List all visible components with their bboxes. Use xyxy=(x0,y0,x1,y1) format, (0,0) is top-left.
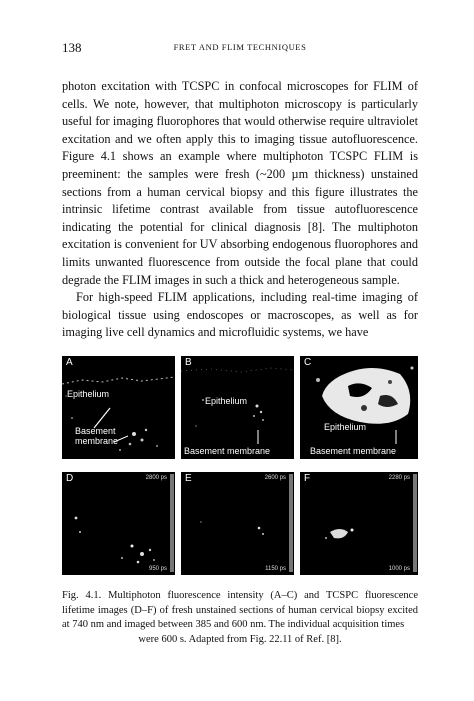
panel-label: Basement xyxy=(75,426,116,436)
body-text xyxy=(62,78,418,342)
panel-letter: B xyxy=(185,357,192,368)
panel-label: Basement membrane xyxy=(310,446,397,456)
lifetime-scale-min: 1000 ps xyxy=(388,566,410,572)
panel-letter: F xyxy=(304,473,311,484)
panel-b-intensity-image xyxy=(181,356,294,459)
lifetime-scale-min: 1150 ps xyxy=(265,566,286,572)
panel-c-intensity-image xyxy=(300,356,418,459)
panel-e-lifetime-image xyxy=(181,472,294,575)
panel-label: Epithelium xyxy=(67,389,110,399)
figure-caption xyxy=(62,589,418,647)
panel-f-lifetime-image xyxy=(300,472,418,575)
figure-4-1 xyxy=(62,356,418,575)
panel-d-lifetime-image xyxy=(62,472,175,575)
paragraph: For high-speed FLIM applications, including real-time imaging of biological tissue using endoscopes or macroscopes, as well as for imaging live cell dynamics and microfluidic systems, we have xyxy=(62,290,418,340)
caption-text: Fig. 4.1. Multiphoton fluorescence intensity (A–C) and TCSPC fluorescence lifetime images (D–F) of fresh unstained sections of human cervical biopsy excited at 740 nm and imaged between 385 and 600 nm. The individual acquisition times xyxy=(62,590,418,630)
panel-e-texture xyxy=(181,472,294,575)
page-header xyxy=(62,40,418,56)
panel-c-texture xyxy=(300,356,418,459)
panel-b-texture xyxy=(181,356,294,459)
panel-label: Basement membrane xyxy=(184,446,271,456)
panel-letter: E xyxy=(185,473,192,484)
lifetime-scale-max: 2280 ps xyxy=(388,475,410,481)
panel-label: membrane xyxy=(75,436,119,446)
lifetime-scale-min: 950 ps xyxy=(148,566,167,572)
lifetime-scale-max: 2600 ps xyxy=(264,475,286,481)
panel-letter: C xyxy=(304,357,312,368)
caption-last-line: were 600 s. Adapted from Fig. 22.11 of Ref. [8]. xyxy=(138,633,342,645)
panel-label: Epithelium xyxy=(324,422,367,432)
panel-a-intensity-image xyxy=(62,356,175,459)
panel-d-texture xyxy=(62,472,175,575)
panel-label: Epithelium xyxy=(205,396,248,406)
panel-letter: A xyxy=(66,357,73,368)
panel-f-texture xyxy=(300,472,418,575)
running-head: FRET AND FLIM TECHNIQUES xyxy=(173,42,307,52)
page-number: 138 xyxy=(62,40,82,55)
paragraph: photon excitation with TCSPC in confocal microscopes for FLIM of cells. We note, however, that multiphoton microscopy is particularly useful for imaging fluorophores that would otherwise require ultraviolet excitation and we often apply this to imaging tissue autofluorescence. Figure 4.1 shows an example where multiphoton TCSPC FLIM is preeminent: the samples were fresh (~200 µm thickness) unstained sections from a human cervical biopsy and this figure illustrates the intrinsic lifetime contrast available from tissue autofluorescence indicating the potential for clinical diagnosis [8]. The multiphoton excitation is convenient for UV absorbing endogenous fluorophores and limits unwanted fluorescence from outside the focal plane that could degrade the FLIM images in such a thick and heterogeneous sample. xyxy=(62,79,418,287)
panel-letter: D xyxy=(66,473,74,484)
lifetime-scale-max: 2800 ps xyxy=(145,475,167,481)
